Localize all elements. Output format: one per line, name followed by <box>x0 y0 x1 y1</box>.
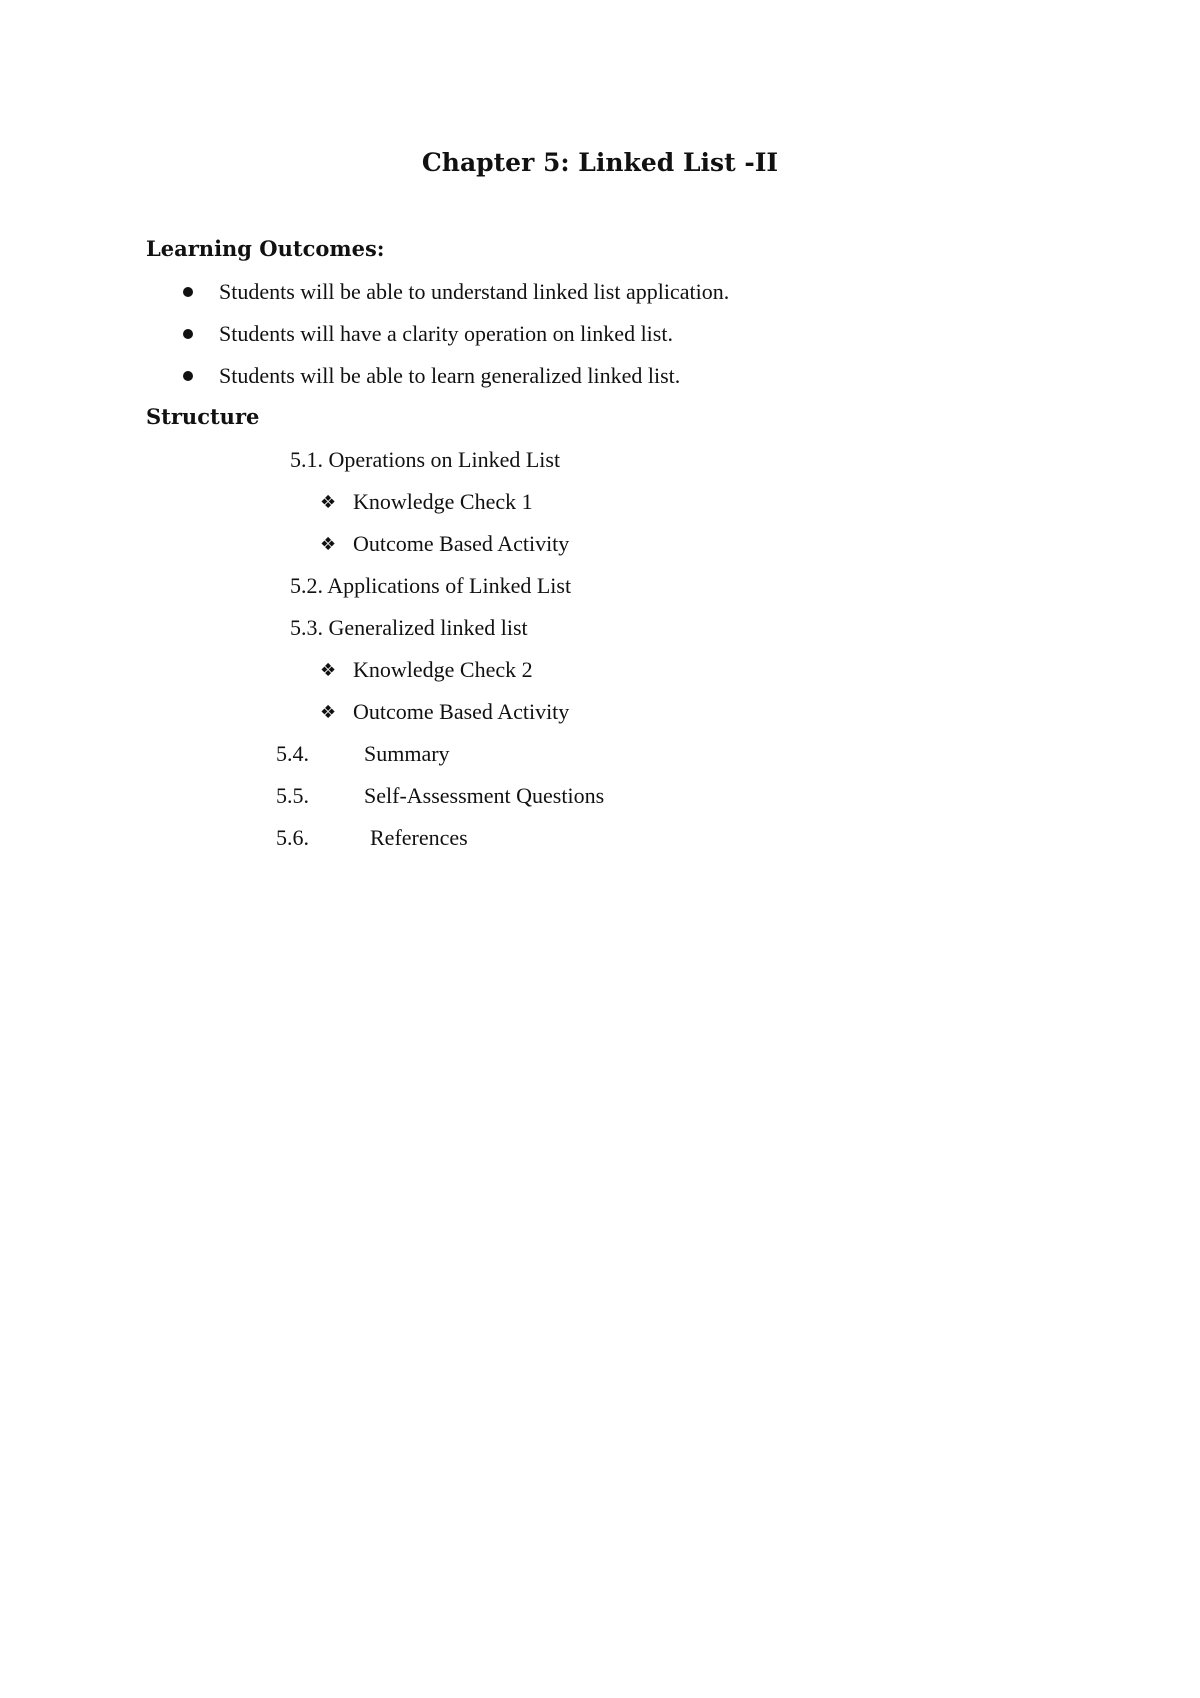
outcome-text: Students will be able to understand linked list application. <box>219 279 730 304</box>
diamond-bullet-icon: ❖ <box>320 702 337 723</box>
section-5-5-number: 5.5. <box>276 783 309 808</box>
diamond-bullet-icon: ❖ <box>320 534 337 555</box>
outcome-text: Students will have a clarity operation on linked list. <box>219 321 673 346</box>
subitem-outcome-activity-1: Outcome Based Activity <box>353 531 570 556</box>
chapter-title: Chapter 5: Linked List -II <box>421 148 779 177</box>
diamond-bullet-icon: ❖ <box>320 492 337 513</box>
section-5-5-label: Self-Assessment Questions <box>364 783 605 808</box>
section-5-1: 5.1. Operations on Linked List <box>290 447 561 472</box>
bullet-icon <box>183 329 193 339</box>
bullet-icon <box>183 371 193 381</box>
section-5-4-number: 5.4. <box>276 741 309 766</box>
learning-outcomes-heading: Learning Outcomes: <box>146 236 385 261</box>
subitem-knowledge-check-1: Knowledge Check 1 <box>353 489 533 514</box>
structure-heading: Structure <box>146 404 260 429</box>
section-5-6-label: References <box>370 825 468 850</box>
diamond-bullet-icon: ❖ <box>320 660 337 681</box>
section-5-6-number: 5.6. <box>276 825 309 850</box>
section-5-4-label: Summary <box>364 741 450 766</box>
outcome-text: Students will be able to learn generalized linked list. <box>219 363 681 388</box>
subitem-knowledge-check-2: Knowledge Check 2 <box>353 657 533 682</box>
section-5-2: 5.2. Applications of Linked List <box>290 573 572 598</box>
subitem-outcome-activity-2: Outcome Based Activity <box>353 699 570 724</box>
bullet-icon <box>183 287 193 297</box>
section-5-3: 5.3. Generalized linked list <box>290 615 528 640</box>
